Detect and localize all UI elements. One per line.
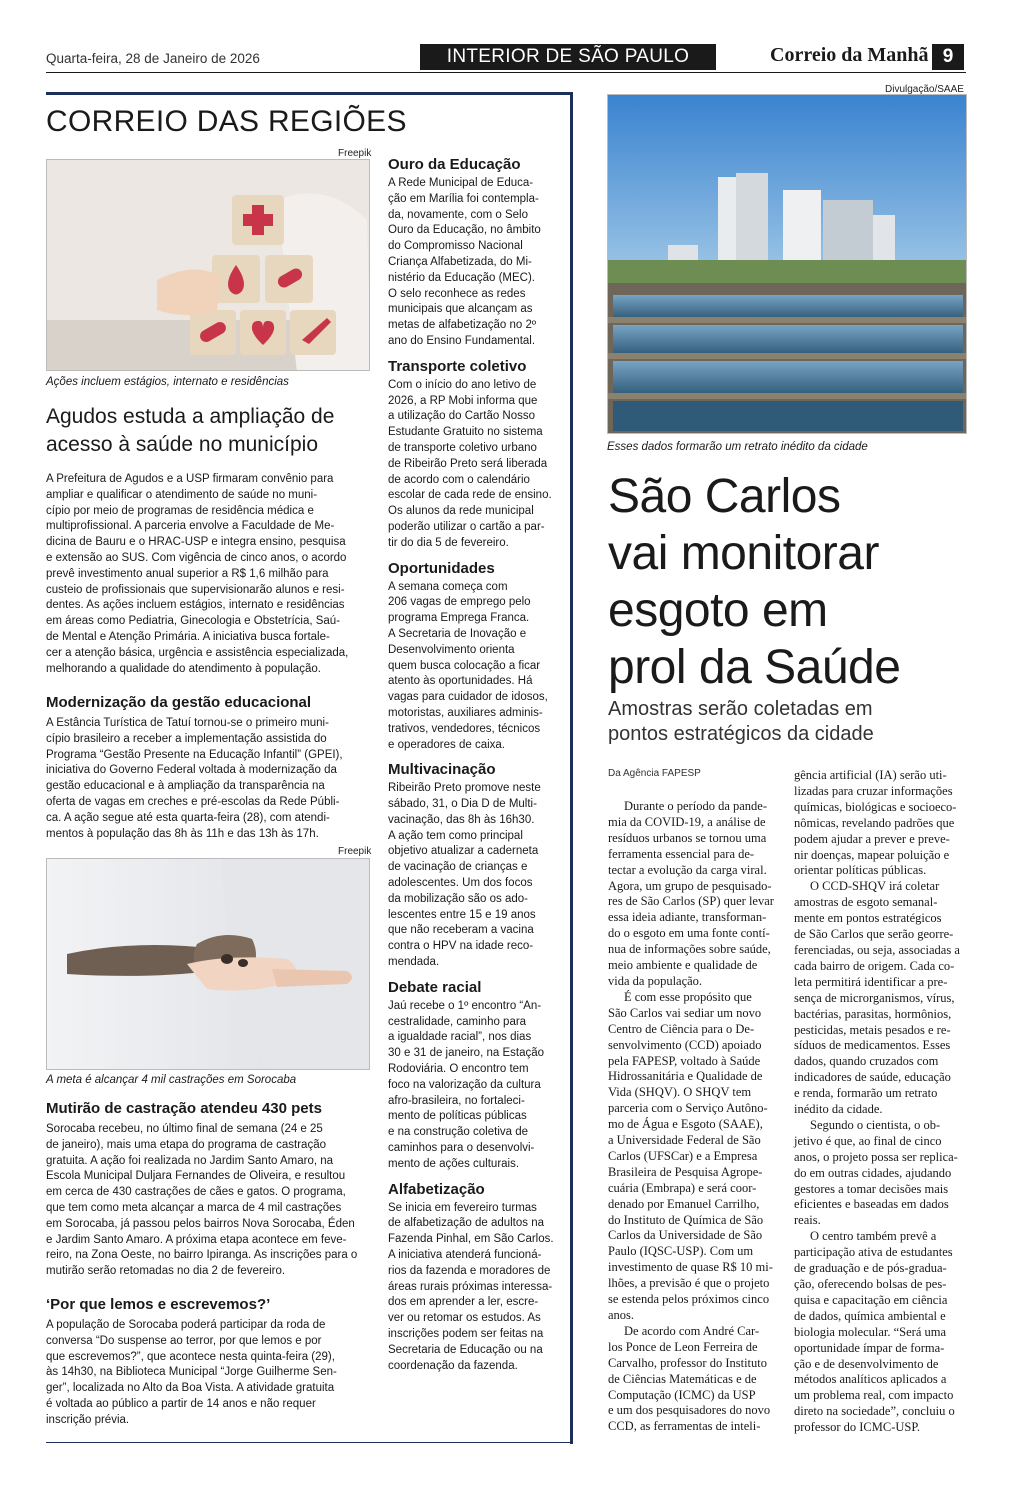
- text-line: Carvalho, professor do Instituto: [608, 1355, 768, 1370]
- text-line: lhões, a previsão é que o projeto: [608, 1276, 770, 1291]
- text-line: ano do Ensino Fundamental.: [388, 334, 536, 347]
- text-line: trativos, vendedores, técnicos: [388, 722, 541, 735]
- text-line: ção, oferecendo bolsas de pes-: [794, 1277, 947, 1291]
- text-line: gestão educacional e à ampliação da transparência na: [46, 780, 325, 793]
- text-line: escolar de cada rede de ensino.: [388, 489, 552, 502]
- text-line: de São Carlos que serão georre-: [794, 927, 954, 942]
- text-line: Ribeirão Preto promove neste: [388, 782, 541, 795]
- text-line: melhorando a qualidade do atendimento à população.: [46, 662, 321, 675]
- image-caption: Esses dados formarão um retrato inédito da cidade: [607, 441, 868, 453]
- text-line: denado por Emanuel Carrilho,: [608, 1196, 760, 1211]
- text-line: Centro de Ciência para o De-: [608, 1021, 755, 1036]
- brief-title: Ouro da Educação: [388, 156, 521, 173]
- text-line: Carlos (UFSCar) e a Empresa: [608, 1148, 758, 1163]
- text-line: Se inicia em fevereiro turmas: [388, 1201, 537, 1214]
- feature-deck: [608, 697, 968, 747]
- text-line: pela FAPESP, voltado à Saúde: [608, 1053, 761, 1068]
- byline: Da Agência FAPESP: [608, 768, 701, 779]
- text-line: vai monitorar: [608, 527, 879, 580]
- page-number: 9: [932, 44, 964, 70]
- text-line: Brasileira de Pesquisa Agrope-: [608, 1164, 763, 1179]
- text-line: coordenação da fazenda.: [388, 1359, 518, 1372]
- text-line: ção em Marília foi contempla-: [388, 192, 539, 205]
- feature-column-2: [794, 768, 966, 1436]
- text-line: mentos à população das 8h às 11h e das 13h às 17h.: [46, 827, 319, 840]
- text-line: síduos de medicamentos. Esses: [794, 1038, 951, 1053]
- article-body: [46, 472, 370, 677]
- text-line: vagas para cuidador de idosos,: [388, 691, 548, 704]
- brief-title: Transporte coletivo: [388, 357, 527, 375]
- text-line: quem busca colocação a ficar: [388, 659, 541, 672]
- brief-title: Debate racial: [388, 978, 482, 996]
- article-headline: Agudos estuda a ampliação de acesso à saúde no município: [46, 405, 335, 456]
- health-blocks-image: [46, 159, 370, 371]
- text-line: de acordo com o calendário: [388, 473, 530, 486]
- text-line: a igualdade racial”, nos dias: [388, 1031, 532, 1044]
- text-line: nistério da Educação (MEC).: [388, 271, 536, 284]
- text-line: São Carlos: [608, 470, 841, 523]
- text-line: do em outras cidades, ajudando: [794, 1165, 952, 1180]
- text-line: jetivo é que, ao final de cinco: [794, 1133, 942, 1148]
- text-line: cípio por meio de programas de residência médica e: [46, 504, 314, 517]
- text-line: cuária (Embrapa) e será coor-: [608, 1180, 757, 1195]
- text-line: do Instituto de Química de São: [608, 1212, 764, 1227]
- text-line: Agora, um grupo de pesquisado-: [608, 878, 772, 893]
- text-line: nir doenças, mapear poluição e: [794, 847, 950, 862]
- text-line: investimento de quase R$ 10 mi-: [608, 1260, 773, 1275]
- text-line: que escrevemos?”, que acontece nesta quinta-feira (29),: [46, 1350, 335, 1363]
- text-line: Criança Alfabetizada, do Mi-: [388, 255, 532, 268]
- text-line: A Rede Municipal de Educa-: [388, 177, 534, 189]
- text-line: 2026, a RP Mobi informa que: [388, 394, 538, 407]
- text-line: programa Emprega Franca.: [388, 612, 530, 625]
- text-line: e operadores de caixa.: [388, 738, 505, 751]
- text-line: poderão utilizar o cartão a par-: [388, 520, 545, 533]
- text-line: 30 e 31 de janeiro, na Estação: [388, 1047, 545, 1060]
- text-line: áreas rurais próximas interessa-: [388, 1280, 553, 1293]
- text-line: sença de microrganismos, vírus,: [794, 990, 955, 1005]
- text-line: Jaú recebe o 1º encontro “An-: [388, 999, 542, 1012]
- text-line: dicina de Bauru e o HRAC-USP e integra ensino, pesquisa: [46, 536, 346, 549]
- text-line: multiprofissional. A parceria envolve a Faculdade de Me-: [46, 520, 335, 533]
- text-line: gestores a tomar decisões mais: [794, 1181, 949, 1196]
- text-line: afro-brasileira, no fortaleci-: [388, 1094, 525, 1107]
- header-rule: [46, 72, 966, 73]
- newspaper-logo: Correio da Manhã: [770, 44, 929, 66]
- text-line: ca. A ação segue até esta quarta-feira (28), com atendi-: [46, 811, 330, 824]
- article-body: [46, 716, 370, 842]
- text-line: do Compromisso Nacional: [388, 240, 523, 253]
- text-line: Os alunos da rede municipal: [388, 505, 534, 518]
- text-line: esgoto em: [608, 584, 828, 637]
- text-line: amostras de esgoto semanal-: [794, 895, 938, 910]
- brief-item: [388, 156, 558, 350]
- text-line: oferta de vagas em creches e pré-escolas da Rede Públi-: [46, 795, 340, 808]
- text-line: caminhos para o desenvolvi-: [388, 1142, 535, 1155]
- text-line: anos.: [608, 1308, 635, 1322]
- text-line: Escola Municipal Duljara Fernandes de Oliveira, e resultou: [46, 1170, 346, 1183]
- text-line: ver ou retomar os estudos. As: [388, 1312, 541, 1325]
- text-line: Segundo o cientista, o ob-: [810, 1117, 941, 1132]
- text-line: lescentes entre 15 e 19 anos: [388, 908, 536, 921]
- text-line: tir do dia 5 de fevereiro.: [388, 536, 509, 549]
- text-line: Vida (SHQV). O SHQV tem: [608, 1085, 752, 1100]
- brief-item: [388, 761, 558, 971]
- text-line: a utilização do Cartão Nosso: [388, 410, 536, 423]
- text-line: de alfabetização de adultos na: [388, 1217, 545, 1230]
- text-line: Sorocaba recebeu, no último final de semana (24 e 25: [46, 1123, 323, 1135]
- text-line: É com esse propósito que: [624, 989, 752, 1004]
- regions-section-title: CORREIO DAS REGIÕES: [46, 105, 407, 138]
- text-line: pontos estratégicos da cidade: [608, 723, 874, 745]
- text-line: municipais que alcançam as: [388, 303, 533, 316]
- text-line: inscrição prévia.: [46, 1413, 130, 1426]
- text-line: O CCD-SHQV irá coletar: [810, 879, 940, 894]
- text-line: nômicas, revelando padrões que: [794, 815, 955, 830]
- text-line: Amostras serão coletadas em: [608, 698, 873, 720]
- text-line: vacinação, das 8h às 16h30.: [388, 813, 535, 826]
- text-line: De acordo com André Car-: [624, 1323, 760, 1338]
- text-line: 206 vagas de emprego pelo: [388, 596, 531, 609]
- text-line: se estenda pelos próximos cinco: [608, 1292, 770, 1307]
- text-line: da mobilização são os ado-: [388, 892, 528, 905]
- text-line: dos em aprender a ler, escre-: [388, 1296, 539, 1309]
- text-line: vida da população.: [608, 973, 703, 988]
- text-line: ampliar e qualificar o atendimento de saúde no muni-: [46, 488, 318, 501]
- text-line: cer a atenção básica, urgência e assistência especializada,: [46, 646, 349, 659]
- text-line: O selo reconhece as redes: [388, 287, 526, 300]
- article-body: [46, 1122, 370, 1280]
- text-line: motoristas, auxiliares adminis-: [388, 706, 543, 719]
- paw-in-hand-image: [46, 858, 370, 1070]
- text-line: meio ambiente e qualidade de: [608, 958, 758, 973]
- text-line: los Ponce de Leon Ferreira de: [608, 1339, 758, 1354]
- text-line: lizadas para cruzar informações: [794, 783, 953, 798]
- text-line: conversa “Do suspense ao terror, por que lemos e por: [46, 1334, 322, 1347]
- text-line: A ação tem como principal: [388, 829, 523, 842]
- text-line: um problema real, com impacto: [794, 1388, 954, 1403]
- article-title: ‘Por que lemos e escrevemos?’: [46, 1296, 271, 1313]
- text-line: de Ribeirão Preto será liberada: [388, 457, 548, 470]
- text-line: que tem como meta alcançar a marca de 4 mil castrações: [46, 1201, 342, 1214]
- text-line: metas de alfabetização no 2º: [388, 319, 537, 332]
- text-line: direto na sociedade”, concluiu o: [794, 1404, 955, 1419]
- brief-title: Alfabetização: [388, 1180, 485, 1198]
- text-line: leta permitirá identificar a pre-: [794, 974, 948, 989]
- text-line: gratuita. A ação foi realizada no Jardim Santo Amaro, na: [46, 1154, 334, 1167]
- brief-title: Multivacinação: [388, 761, 496, 779]
- text-line: reiro, na Zona Oeste, no bairro Ipiranga. As inscrições para o: [46, 1249, 358, 1262]
- briefs-column: [388, 156, 558, 1382]
- text-line: Desenvolvimento orienta: [388, 643, 515, 656]
- text-line: foco na valorização da cultura: [388, 1078, 541, 1091]
- text-line: mento de políticas públicas: [388, 1110, 527, 1123]
- text-line: às 14h30, na Biblioteca Municipal “Jorge Guilherme Sen-: [46, 1366, 337, 1379]
- text-line: ção e de desenvolvimento de: [794, 1356, 939, 1371]
- text-line: em Sorocaba, já passou pelos bairros Nova Sorocaba, Éden: [46, 1217, 355, 1230]
- edition-date: Quarta-feira, 28 de Janeiro de 2026: [46, 51, 260, 66]
- text-line: Fazenda Pinhal, em São Carlos.: [388, 1233, 554, 1246]
- text-line: A população de Sorocaba poderá participar da roda de: [46, 1319, 326, 1331]
- text-line: A Prefeitura de Agudos e a USP firmaram convênio para: [46, 473, 334, 485]
- text-line: São Carlos vai sediar um novo: [608, 1005, 762, 1020]
- text-line: métodos analíticos aplicados a: [794, 1372, 947, 1387]
- text-line: tectar a evolução da carga viral.: [608, 862, 767, 877]
- text-line: senvolvimento (CCD) apoiado: [608, 1037, 762, 1052]
- text-line: biologia molecular. “Será uma: [794, 1324, 947, 1339]
- text-line: Carlos da Universidade de São: [608, 1228, 763, 1243]
- text-line: quisa e capacitação em ciência: [794, 1292, 948, 1307]
- text-line: mendada.: [388, 956, 440, 969]
- text-line: A Estância Turística de Tatuí tornou-se o primeiro muni-: [46, 717, 329, 729]
- text-line: mento de ações culturais.: [388, 1157, 520, 1170]
- text-line: adolescentes. Um dos focos: [388, 877, 533, 890]
- article-body: [46, 1318, 370, 1429]
- text-line: químicas, biológicas e socioeco-: [794, 799, 957, 814]
- text-line: que não receberam a vacina: [388, 924, 534, 937]
- feature-column-1: [608, 799, 778, 1435]
- text-line: pesticidas, metais pesados e re-: [794, 1022, 951, 1037]
- text-line: mente em pontos estratégicos: [794, 911, 942, 926]
- text-line: da, novamente, com o Selo: [388, 208, 528, 221]
- text-line: a Universidade Federal de São: [608, 1133, 761, 1148]
- text-line: nua de informações sobre saúde,: [608, 942, 771, 957]
- text-line: professor do ICMC-USP.: [794, 1420, 921, 1435]
- text-line: e renda, formarão um retrato: [794, 1086, 938, 1101]
- text-line: rios da fazenda e moradores de: [388, 1264, 551, 1277]
- text-line: O centro também prevê a: [810, 1229, 937, 1244]
- text-line: atento às oportunidades. Há: [388, 675, 533, 688]
- text-line: inédito da cidade.: [794, 1102, 883, 1117]
- text-line: é voltada ao público a partir de 14 anos e não requer: [46, 1397, 316, 1410]
- text-line: em áreas como Pediatria, Ginecologia e Obstetrícia, Saú-: [46, 615, 341, 628]
- brief-item: [388, 979, 558, 1173]
- text-line: podem ajudar a prever e preve-: [794, 831, 950, 846]
- text-line: de janeiro), mais uma etapa do programa de castração: [46, 1138, 326, 1151]
- regions-box-bottom: [46, 1442, 573, 1443]
- image-credit: Freepik: [338, 148, 372, 159]
- text-line: inscrições podem ser feitas na: [388, 1328, 544, 1340]
- image-caption: Ações incluem estágios, internato e residências: [46, 376, 289, 388]
- text-line: e um dos pesquisadores do novo: [608, 1403, 771, 1418]
- text-line: de vacinação de crianças e: [388, 861, 528, 874]
- text-line: Durante o período da pande-: [624, 799, 767, 813]
- text-line: gência artificial (IA) serão uti-: [794, 768, 947, 782]
- text-line: Hidrossanitária e Qualidade de: [608, 1069, 763, 1084]
- text-line: de Mental e Atenção Primária. A iniciativa busca fortale-: [46, 630, 330, 643]
- text-line: prevê investimento anual superior a R$ 1,6 milhão para: [46, 567, 329, 580]
- text-line: Com o início do ano letivo de: [388, 378, 537, 391]
- text-line: mutirão serão retomadas no dia 2 de fevereiro.: [46, 1265, 286, 1278]
- text-line: oportunidade ímpar de forma-: [794, 1340, 945, 1355]
- text-line: Secretaria de Educação ou na: [388, 1343, 543, 1356]
- text-line: de transporte coletivo urbano: [388, 441, 537, 454]
- text-line: Computação (ICMC) da USP: [608, 1387, 756, 1402]
- text-line: reais.: [794, 1213, 821, 1228]
- text-line: Rodoviária. O encontro tem: [388, 1063, 529, 1076]
- text-line: custeio de profissionais que supervisionarão alunos e resi-: [46, 583, 345, 596]
- text-line: em cerca de 430 castrações de cães e gatos. O programa,: [46, 1186, 346, 1199]
- brief-title: Oportunidades: [388, 559, 495, 577]
- text-line: cípio brasileiro a receber a implementação assistida do: [46, 732, 327, 745]
- text-line: CCD, as ferramentas de inteli-: [608, 1419, 761, 1434]
- text-line: mo de Água e Esgoto (SAAE),: [608, 1117, 763, 1132]
- text-line: orientar políticas públicas.: [794, 863, 927, 878]
- text-line: e na construção coletiva de: [388, 1126, 529, 1139]
- text-line: mia da COVID-19, a análise de: [608, 814, 766, 829]
- text-line: dados, quando cruzados com: [794, 1054, 939, 1069]
- brief-item: [388, 560, 558, 754]
- image-credit: Freepik: [338, 846, 372, 857]
- brief-item: [388, 358, 558, 552]
- article-title: Mutirão de castração atendeu 430 pets: [46, 1100, 322, 1117]
- text-line: Paulo (IQSC-USP). Com um: [608, 1244, 754, 1259]
- text-line: Programa “Gestão Presente na Educação Infantil” (GPEI),: [46, 748, 343, 761]
- text-line: cada bairro de origem. Cada co-: [794, 958, 955, 973]
- text-line: A Secretaria de Inovação e: [388, 627, 527, 640]
- text-line: essa ideia adiante, transforman-: [608, 910, 767, 925]
- brief-item: [388, 1181, 558, 1375]
- text-line: participação ativa de estudantes: [794, 1245, 953, 1260]
- water-treatment-photo: [607, 94, 967, 434]
- text-line: dentes. As ações incluem estágios, internato e residências: [46, 599, 345, 612]
- text-line: resíduos urbanos se tornou uma: [608, 830, 767, 845]
- text-line: e extensão ao SUS. Com vigência de cinco anos, o acordo: [46, 551, 347, 564]
- text-line: A semana começa com: [388, 580, 508, 593]
- text-line: res de São Carlos (SP) quer levar: [608, 894, 774, 909]
- text-line: eficientes e baseadas em dados: [794, 1197, 949, 1212]
- text-line: ger”, localizada no Alto da Boa Vista. A atividade gratuita: [46, 1382, 335, 1395]
- text-line: Estudante Gratuito no sistema: [388, 426, 543, 439]
- text-line: do o esgoto em uma fonte contí-: [608, 926, 770, 941]
- text-line: sábado, 31, o Dia D de Multi-: [388, 798, 537, 811]
- article-title: Modernização da gestão educacional: [46, 694, 312, 711]
- text-line: contra o HPV na idade reco-: [388, 940, 534, 953]
- text-line: parceria com o Serviço Autôno-: [608, 1101, 768, 1116]
- text-line: ferenciadas, ou seja, associadas a: [794, 942, 960, 957]
- text-line: objetivo atualizar a caderneta: [388, 845, 539, 858]
- text-line: iniciativa do Governo Federal voltada à modernização da: [46, 764, 337, 777]
- text-line: indicadores de saúde, educação: [794, 1070, 951, 1085]
- text-line: prol da Saúde: [608, 641, 901, 694]
- image-caption: A meta é alcançar 4 mil castrações em Sorocaba: [46, 1074, 297, 1086]
- text-line: A iniciativa atenderá funcioná-: [388, 1249, 542, 1262]
- feature-headline: [608, 468, 968, 696]
- text-line: de graduação e de pós-gradua-: [794, 1261, 947, 1276]
- text-line: bactérias, parasitas, hormônios,: [794, 1006, 952, 1021]
- text-line: de Ciências Matemáticas e de: [608, 1371, 757, 1386]
- text-line: de dados, química ambiental e: [794, 1308, 946, 1323]
- text-line: anos, o projeto possa ser replica-: [794, 1149, 958, 1164]
- text-line: cestralidade, caminho para: [388, 1015, 527, 1028]
- image-credit: Divulgação/SAAE: [885, 84, 964, 95]
- text-line: Ouro da Educação, no âmbito: [388, 224, 541, 237]
- text-line: e Jardim Santo Amaro. A próxima etapa acontece em feve-: [46, 1233, 347, 1246]
- section-banner: INTERIOR DE SÃO PAULO: [420, 44, 716, 70]
- text-line: ferramenta essencial para de-: [608, 846, 755, 861]
